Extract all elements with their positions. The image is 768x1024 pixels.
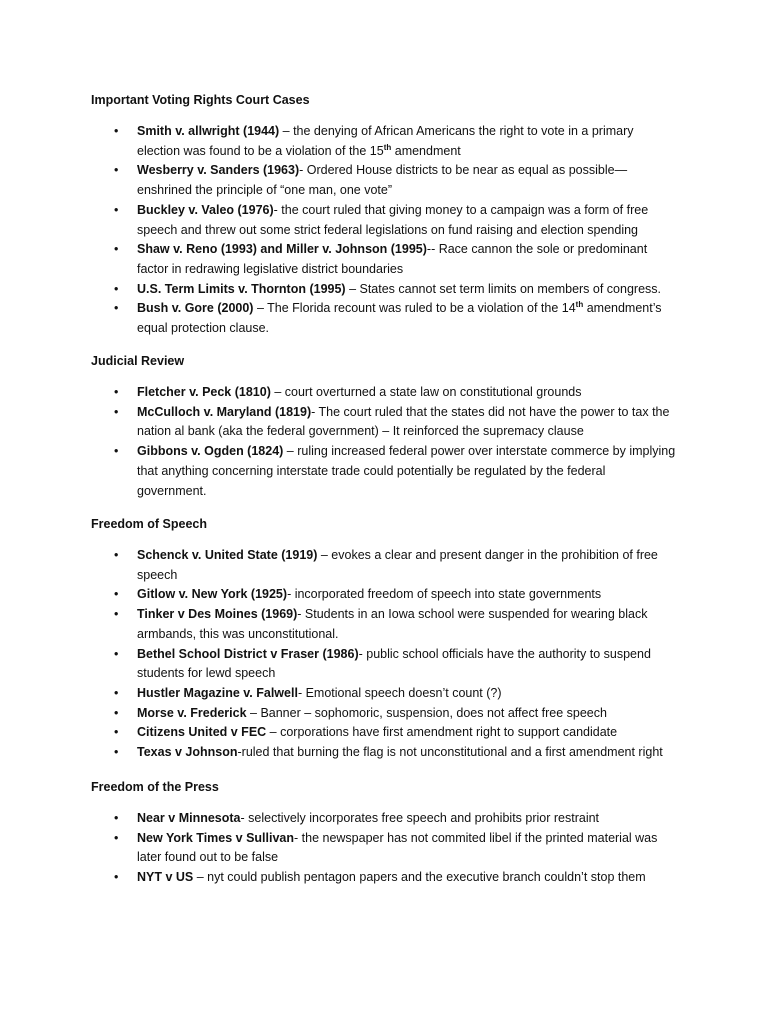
case-description: – States cannot set term limits on members of congress.: [345, 281, 661, 296]
case-name: Smith v. allwright (1944): [137, 124, 280, 138]
list-item: [0, 645, 677, 684]
list-item: [0, 809, 677, 829]
case-description-end: amendment’s equal protection clause.: [137, 301, 662, 336]
section-heading-freedom-of-the-press: Freedom of the Press: [91, 780, 219, 794]
bullet-icon: •: [114, 745, 119, 760]
bullet-icon: •: [114, 202, 119, 217]
bullet-icon: •: [114, 548, 119, 562]
case-description: - Ordered House districts to be near as equal as possible—enshrined the principle of “one man, one vote”: [137, 163, 628, 198]
bullet-icon: •: [114, 646, 119, 661]
case-description: - public school officials have the authority to suspend students for lewd speech: [137, 646, 651, 681]
bullet-icon: •: [114, 163, 119, 178]
bullet-icon: •: [114, 385, 119, 399]
list-item: [0, 122, 677, 161]
case-name: Buckley v. Valeo (1976): [137, 202, 274, 217]
list-item: [0, 161, 677, 200]
case-description: – nyt could publish pentagon papers and the executive branch couldn’t stop them: [193, 870, 646, 885]
bullet-icon: •: [114, 444, 119, 459]
list-item: [0, 383, 677, 403]
case-description: – ruling increased federal power over interstate commerce by implying that anything concerning interstate trade could potentially be regulated by the federal government.: [137, 444, 676, 498]
case-description: – the denying of African Americans the right to vote in a primary election was found to be a violation of the 15: [137, 124, 634, 158]
case-description: – corporations have first amendment right to support candidate: [266, 725, 618, 740]
case-name: U.S. Term Limits v. Thornton (1995): [137, 281, 346, 296]
case-name: McCulloch v. Maryland (1819): [137, 404, 312, 419]
case-description: - The court ruled that the states did not have the power to tax the nation al bank (aka the federal government) – It reinforced the supremacy clause: [137, 404, 670, 439]
list-item: [0, 442, 677, 501]
list-item: [0, 585, 677, 605]
case-description: - Students in an Iowa school were suspended for wearing black armbands, this was unconstitutional.: [137, 607, 648, 641]
case-name: NYT v US: [137, 870, 194, 885]
case-description: – Banner – sophomoric, suspension, does not affect free speech: [246, 705, 607, 720]
bullet-icon: •: [114, 301, 119, 316]
list-item: [0, 546, 677, 585]
list-item: [0, 868, 677, 888]
bullet-icon: •: [114, 281, 119, 296]
case-name: Morse v. Frederick: [137, 705, 247, 720]
case-name: Wesberry v. Sanders (1963): [137, 163, 300, 178]
bullet-icon: •: [114, 870, 119, 885]
case-description: - incorporated freedom of speech into state governments: [287, 587, 602, 602]
case-description: – evokes a clear and present danger in the prohibition of free speech: [137, 548, 658, 582]
bullet-icon: •: [114, 124, 119, 138]
bullet-icon: •: [114, 811, 119, 825]
case-name: Tinker v Des Moines (1969): [137, 607, 298, 622]
section-heading-judicial-review: Judicial Review: [91, 354, 185, 368]
case-description-end: amendment: [391, 143, 461, 158]
list-item: [0, 829, 677, 868]
bullet-icon: •: [114, 830, 119, 845]
case-name: Citizens United v FEC: [137, 725, 267, 740]
section-heading-voting-rights: Important Voting Rights Court Cases: [91, 93, 310, 107]
case-description: - selectively incorporates free speech and prohibits prior restraint: [240, 811, 600, 825]
case-description: – court overturned a state law on constitutional grounds: [270, 385, 582, 399]
list-item: [0, 723, 677, 743]
case-description: - the court ruled that giving money to a campaign was a form of free speech and threw out some strict federal legislations on fund raising and election spending: [137, 202, 649, 237]
freedom-of-speech-case-list: [0, 546, 768, 763]
list-item: [0, 684, 677, 704]
case-name: Gitlow v. New York (1925): [137, 587, 288, 602]
list-item: [0, 704, 677, 724]
case-name: Near v Minnesota: [137, 811, 241, 825]
case-name: Gibbons v. Ogden (1824): [137, 444, 284, 459]
superscript: th: [575, 300, 584, 310]
case-description: – The Florida recount was ruled to be a violation of the 14: [253, 301, 576, 316]
case-name: Bethel School District v Fraser (1986): [137, 646, 359, 661]
bullet-icon: •: [114, 404, 119, 419]
freedom-of-the-press-case-list: [0, 809, 768, 888]
list-item: [0, 201, 677, 240]
list-item: [0, 403, 677, 442]
list-item: [0, 299, 677, 338]
case-name: Fletcher v. Peck (1810): [137, 385, 271, 399]
case-description: -- Race cannon the sole or predominant factor in redrawing legislative district boundaries: [137, 242, 648, 276]
case-name: Bush v. Gore (2000): [137, 301, 254, 316]
bullet-icon: •: [114, 685, 119, 700]
bullet-icon: •: [114, 725, 119, 740]
list-item: [0, 743, 677, 763]
bullet-icon: •: [114, 587, 119, 602]
case-description: -ruled that burning the flag is not unconstitutional and a first amendment right: [237, 745, 663, 760]
superscript: th: [383, 142, 392, 152]
voting-rights-case-list: [0, 122, 768, 339]
case-name: Texas v Johnson: [137, 745, 238, 760]
case-name: New York Times v Sullivan: [137, 830, 295, 845]
case-description: - Emotional speech doesn’t count (?): [297, 685, 502, 700]
bullet-icon: •: [114, 242, 119, 257]
list-item: [0, 280, 677, 300]
list-item: [0, 240, 677, 279]
section-heading-freedom-of-speech: Freedom of Speech: [91, 517, 207, 531]
judicial-review-case-list: [0, 383, 768, 501]
case-name: Hustler Magazine v. Falwell: [137, 685, 298, 700]
bullet-icon: •: [114, 705, 119, 720]
case-name: Shaw v. Reno (1993) and Miller v. Johnson (1995): [137, 242, 427, 257]
bullet-icon: •: [114, 607, 119, 622]
case-name: Schenck v. United State (1919): [137, 548, 318, 562]
list-item: [0, 605, 677, 644]
case-description: - the newspaper has not commited libel if the printed material was later found out to be false: [137, 830, 658, 865]
